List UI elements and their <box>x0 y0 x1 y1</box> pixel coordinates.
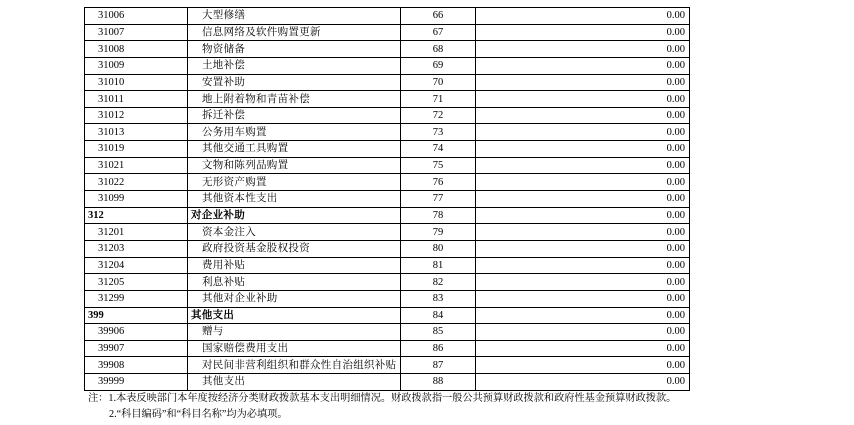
line-number-cell: 77 <box>401 191 476 208</box>
table-row <box>85 91 690 108</box>
line-number-cell: 82 <box>401 274 476 291</box>
name-cell: 地上附着物和青苗补偿 <box>188 91 401 108</box>
name-cell: 赠与 <box>188 324 401 341</box>
name-cell: 其他支出 <box>188 374 401 391</box>
code-cell: 31007 <box>85 24 188 41</box>
table-row <box>85 324 690 341</box>
line-number-cell: 72 <box>401 107 476 124</box>
expenditure-detail-table <box>84 7 690 391</box>
name-cell: 对民间非营利组织和群众性自治组织补贴 <box>188 357 401 374</box>
name-cell: 信息网络及软件购置更新 <box>188 24 401 41</box>
amount-cell: 0.00 <box>476 174 690 191</box>
line-number-cell: 84 <box>401 307 476 324</box>
table-row <box>85 141 690 158</box>
line-number-cell: 85 <box>401 324 476 341</box>
amount-cell: 0.00 <box>476 207 690 224</box>
amount-cell: 0.00 <box>476 224 690 241</box>
line-number-cell: 67 <box>401 24 476 41</box>
name-cell: 费用补贴 <box>188 257 401 274</box>
line-number-cell: 88 <box>401 374 476 391</box>
name-cell: 其他交通工具购置 <box>188 141 401 158</box>
name-cell: 物资储备 <box>188 41 401 58</box>
code-cell: 31019 <box>85 141 188 158</box>
line-number-cell: 69 <box>401 57 476 74</box>
code-cell: 399 <box>85 307 188 324</box>
amount-cell: 0.00 <box>476 191 690 208</box>
code-cell: 31011 <box>85 91 188 108</box>
table-row <box>85 374 690 391</box>
line-number-cell: 81 <box>401 257 476 274</box>
code-cell: 31008 <box>85 41 188 58</box>
table-row <box>85 240 690 257</box>
table-row <box>85 274 690 291</box>
name-cell: 其他对企业补助 <box>188 290 401 307</box>
amount-cell: 0.00 <box>476 124 690 141</box>
name-cell: 其他支出 <box>188 307 401 324</box>
code-cell: 31006 <box>85 8 188 25</box>
code-cell: 31022 <box>85 174 188 191</box>
line-number-cell: 71 <box>401 91 476 108</box>
code-cell: 31012 <box>85 107 188 124</box>
amount-cell: 0.00 <box>476 340 690 357</box>
code-cell: 31201 <box>85 224 188 241</box>
name-cell: 国家赔偿费用支出 <box>188 340 401 357</box>
code-cell: 312 <box>85 207 188 224</box>
table-row <box>85 74 690 91</box>
table-row <box>85 340 690 357</box>
line-number-cell: 87 <box>401 357 476 374</box>
category-row <box>85 207 690 224</box>
name-cell: 利息补贴 <box>188 274 401 291</box>
table-row <box>85 8 690 25</box>
code-cell: 31205 <box>85 274 188 291</box>
code-cell: 31010 <box>85 74 188 91</box>
table-row <box>85 290 690 307</box>
line-number-cell: 80 <box>401 240 476 257</box>
amount-cell: 0.00 <box>476 257 690 274</box>
name-cell: 土地补偿 <box>188 57 401 74</box>
code-cell: 31099 <box>85 191 188 208</box>
amount-cell: 0.00 <box>476 157 690 174</box>
amount-cell: 0.00 <box>476 24 690 41</box>
amount-cell: 0.00 <box>476 107 690 124</box>
line-number-cell: 86 <box>401 340 476 357</box>
line-number-cell: 79 <box>401 224 476 241</box>
line-number-cell: 83 <box>401 290 476 307</box>
line-number-cell: 73 <box>401 124 476 141</box>
line-number-cell: 68 <box>401 41 476 58</box>
amount-cell: 0.00 <box>476 357 690 374</box>
amount-cell: 0.00 <box>476 274 690 291</box>
code-cell: 39999 <box>85 374 188 391</box>
table-row <box>85 174 690 191</box>
amount-cell: 0.00 <box>476 374 690 391</box>
name-cell: 安置补助 <box>188 74 401 91</box>
code-cell: 31203 <box>85 240 188 257</box>
line-number-cell: 66 <box>401 8 476 25</box>
name-cell: 文物和陈列品购置 <box>188 157 401 174</box>
table-note-2: 2.“科目编码”和“科目名称”均为必填项。 <box>109 409 288 420</box>
line-number-cell: 70 <box>401 74 476 91</box>
name-cell: 政府投资基金股权投资 <box>188 240 401 257</box>
amount-cell: 0.00 <box>476 324 690 341</box>
code-cell: 39907 <box>85 340 188 357</box>
table-row <box>85 107 690 124</box>
amount-cell: 0.00 <box>476 41 690 58</box>
code-cell: 31299 <box>85 290 188 307</box>
name-cell: 大型修缮 <box>188 8 401 25</box>
name-cell: 公务用车购置 <box>188 124 401 141</box>
name-cell: 对企业补助 <box>188 207 401 224</box>
table-body <box>85 8 690 391</box>
table-row <box>85 357 690 374</box>
table-row <box>85 191 690 208</box>
code-cell: 31013 <box>85 124 188 141</box>
line-number-cell: 76 <box>401 174 476 191</box>
table-row <box>85 157 690 174</box>
table-row <box>85 257 690 274</box>
table-row <box>85 124 690 141</box>
name-cell: 拆迁补偿 <box>188 107 401 124</box>
amount-cell: 0.00 <box>476 290 690 307</box>
code-cell: 31009 <box>85 57 188 74</box>
name-cell: 其他资本性支出 <box>188 191 401 208</box>
amount-cell: 0.00 <box>476 74 690 91</box>
amount-cell: 0.00 <box>476 307 690 324</box>
table-row <box>85 41 690 58</box>
code-cell: 31021 <box>85 157 188 174</box>
table-note-1: 注：1.本表反映部门本年度按经济分类财政拨款基本支出明细情况。财政拨款指一般公共预算财政拨款和政府性基金预算财政拨款。 <box>88 393 677 404</box>
code-cell: 31204 <box>85 257 188 274</box>
line-number-cell: 75 <box>401 157 476 174</box>
line-number-cell: 74 <box>401 141 476 158</box>
amount-cell: 0.00 <box>476 57 690 74</box>
name-cell: 资本金注入 <box>188 224 401 241</box>
amount-cell: 0.00 <box>476 141 690 158</box>
code-cell: 39906 <box>85 324 188 341</box>
table-row <box>85 224 690 241</box>
amount-cell: 0.00 <box>476 91 690 108</box>
code-cell: 39908 <box>85 357 188 374</box>
table-row <box>85 24 690 41</box>
amount-cell: 0.00 <box>476 240 690 257</box>
amount-cell: 0.00 <box>476 8 690 25</box>
name-cell: 无形资产购置 <box>188 174 401 191</box>
category-row <box>85 307 690 324</box>
table-row <box>85 57 690 74</box>
line-number-cell: 78 <box>401 207 476 224</box>
